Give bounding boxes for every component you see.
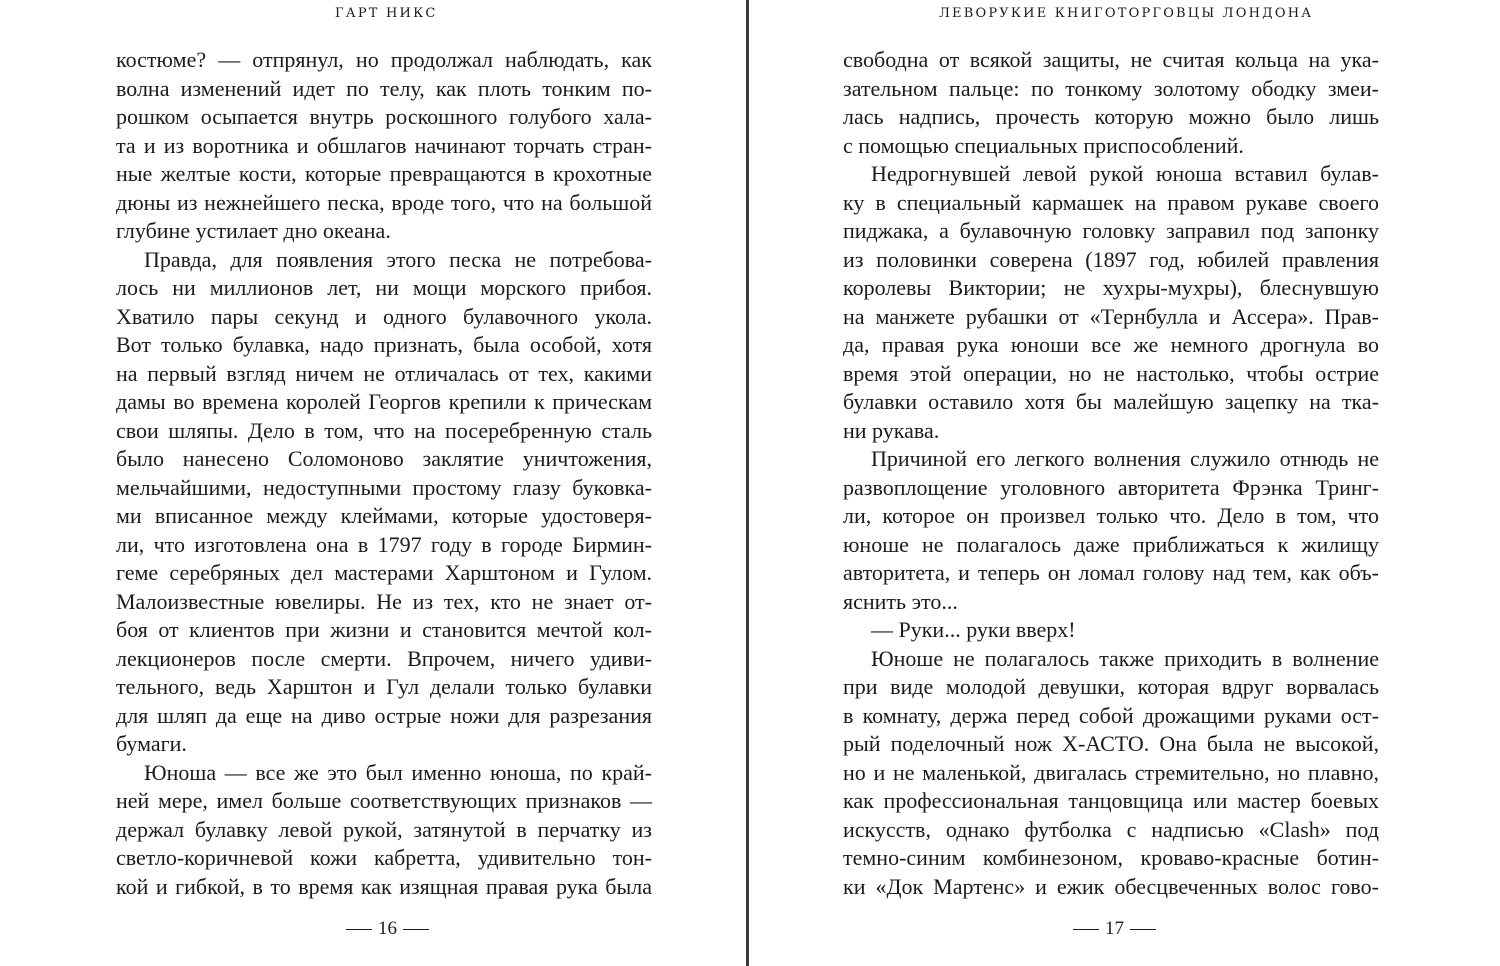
text-line: в комнату, держа перед собой дрожащими руками ост- (843, 702, 1379, 728)
folio-dash-left (1073, 929, 1099, 930)
page-number (340, 916, 435, 942)
text-line: на манжете рубашки от «Тернбулла и Ассера». Прав- (843, 303, 1379, 329)
text-line: ми вписанное между клеймами, которые удостоверя- (116, 503, 652, 528)
text-line: яснить это... (843, 588, 958, 614)
text-line: Вот только булавка, надо признать, была особой, хотя (116, 332, 652, 357)
text-line: ку в специальный кармашек на правом рукаве своего (843, 189, 1379, 215)
text-line: Малоизвестные ювелиры. Не из тех, кто не знает от- (116, 588, 652, 614)
text-line: дамы во времена королей Георгов крепили к прическам (116, 389, 652, 414)
text-line: булавки оставило хотя бы малейшую зацепку на тка- (843, 389, 1379, 414)
right-page (749, 0, 1500, 966)
text-line: ные желтые кости, которые превращаются в крохотные (116, 161, 652, 186)
page-number (1067, 916, 1162, 942)
text-line: волна изменений идет по телу, как плоть тонким по- (116, 75, 652, 101)
text-line: свободна от всякой защиты, не считая кольца на ука- (843, 47, 1379, 72)
text-line: развоплощение уголовного авторитета Фрэнка Тринг- (843, 474, 1379, 500)
text-line: Юноша — все же это был именно юноша, по край- (144, 759, 652, 785)
text-line: королевы Виктории; не хухры-мухры), блеснувшую (843, 275, 1379, 300)
left-page (0, 0, 746, 966)
text-line: время этой операции, но не настолько, чтобы острие (843, 360, 1379, 386)
text-line: для шляп да еще на диво острые ножи для разрезания (116, 702, 652, 728)
text-line: да, правая рука юноши все же немного дрогнула во (843, 332, 1379, 357)
text-line: было нанесено Соломоново заклятие уничтожения, (116, 446, 652, 471)
text-line: Правда, для появления этого песка не потребова- (144, 246, 652, 272)
text-line: зательном пальце: по тонкому золотому ободку змеи- (843, 75, 1379, 101)
text-line: авторитета, и теперь он ломал голову над тем, как объ- (843, 560, 1379, 585)
text-line: глубине устилает дно океана. (116, 218, 391, 243)
running-head: ЛЕВОРУКИЕ КНИГОТОРГОВЦЫ ЛОНДОНА (939, 6, 1314, 21)
folio-dash-right (1130, 929, 1156, 930)
text-line: пиджака, а булавочную головку заправил под запонку (843, 218, 1379, 243)
text-line: геме серебряных дел мастерами Харштоном и Гулом. (116, 560, 652, 585)
page-number-value: 16 (378, 918, 397, 939)
text-line: — Руки... руки вверх! (871, 617, 1076, 642)
text-line: из половинки соверена (1897 год, юбилей правления (843, 246, 1379, 272)
running-head: ГАРТ НИКС (335, 6, 438, 21)
text-line: мельчайшими, недоступными простому глазу буковка- (116, 474, 652, 500)
text-line: искусств, однако футболка с надписью «Clash» под (843, 816, 1379, 842)
text-line: костюме? — отпрянул, но продолжал наблюдать, как (116, 47, 652, 72)
text-line: темно-синим комбинезоном, кроваво-красные ботин- (843, 845, 1379, 870)
text-line: как профессиональная танцовщица или мастер боевых (843, 788, 1379, 813)
text-line: лекционеров после смерти. Впрочем, ничего удиви- (116, 645, 652, 671)
text-line: боя от клиентов при жизни и становится мечтой кол- (116, 617, 652, 642)
text-line: ки «Док Мартенс» и ежик обесцвеченных волос гово- (843, 873, 1379, 899)
folio-dash-left (346, 929, 372, 930)
text-line: Хватило пары секунд и одного булавочного укола. (116, 303, 652, 329)
text-line: при виде молодой девушки, которая вдруг ворвалась (843, 674, 1379, 699)
text-line: рошком осыпается внутрь роскошного голубого хала- (116, 104, 652, 129)
text-line: та и из воротника и обшлагов начинают торчать стран- (116, 132, 652, 158)
text-line: светло-коричневой кожи кабретта, удивительно тон- (116, 845, 652, 870)
text-line: ней мере, имел больше соответствующих признаков — (116, 788, 652, 813)
text-line: свои шляпы. Дело в том, что на посеребренную сталь (116, 417, 652, 443)
text-line: с помощью специальных приспособлений. (843, 132, 1244, 158)
text-line: ни рукава. (843, 417, 940, 443)
text-line: дюны из нежнейшего песка, вроде того, что на большой (116, 189, 652, 215)
text-line: но и не маленькой, двигалась стремительно, но плавно, (843, 759, 1379, 785)
text-line: Юноше не полагалось также приходить в волнение (871, 645, 1379, 671)
text-line: тельного, ведь Харштон и Гул делали только булавки (116, 674, 652, 699)
text-line: лась надпись, прочесть которую можно было лишь (843, 104, 1379, 129)
text-line: Причиной его легкого волнения служило отнюдь не (871, 446, 1379, 471)
text-line: лось ни миллионов лет, ни мощи морского прибоя. (116, 275, 652, 300)
text-line: держал булавку левой рукой, затянутой в перчатку из (116, 816, 652, 842)
text-line: ли, что изготовлена она в 1797 году в городе Бирмин- (116, 531, 652, 557)
page-number-value: 17 (1105, 918, 1124, 939)
text-line: на первый взгляд ничем не отличалась от тех, какими (116, 360, 652, 386)
folio-dash-right (403, 929, 429, 930)
text-line: рый поделочный нож Х-АСТО. Она была не высокой, (843, 731, 1379, 756)
text-line: Недрогнувшей левой рукой юноша вставил булав- (871, 161, 1379, 186)
text-line: юноше не полагалось даже приближаться к жилищу (843, 531, 1379, 557)
text-line: ли, которое он произвел только что. Дело в том, что (843, 503, 1379, 528)
text-line: кой и гибкой, в то время как изящная правая рука была (116, 873, 652, 899)
text-line: бумаги. (116, 731, 187, 756)
